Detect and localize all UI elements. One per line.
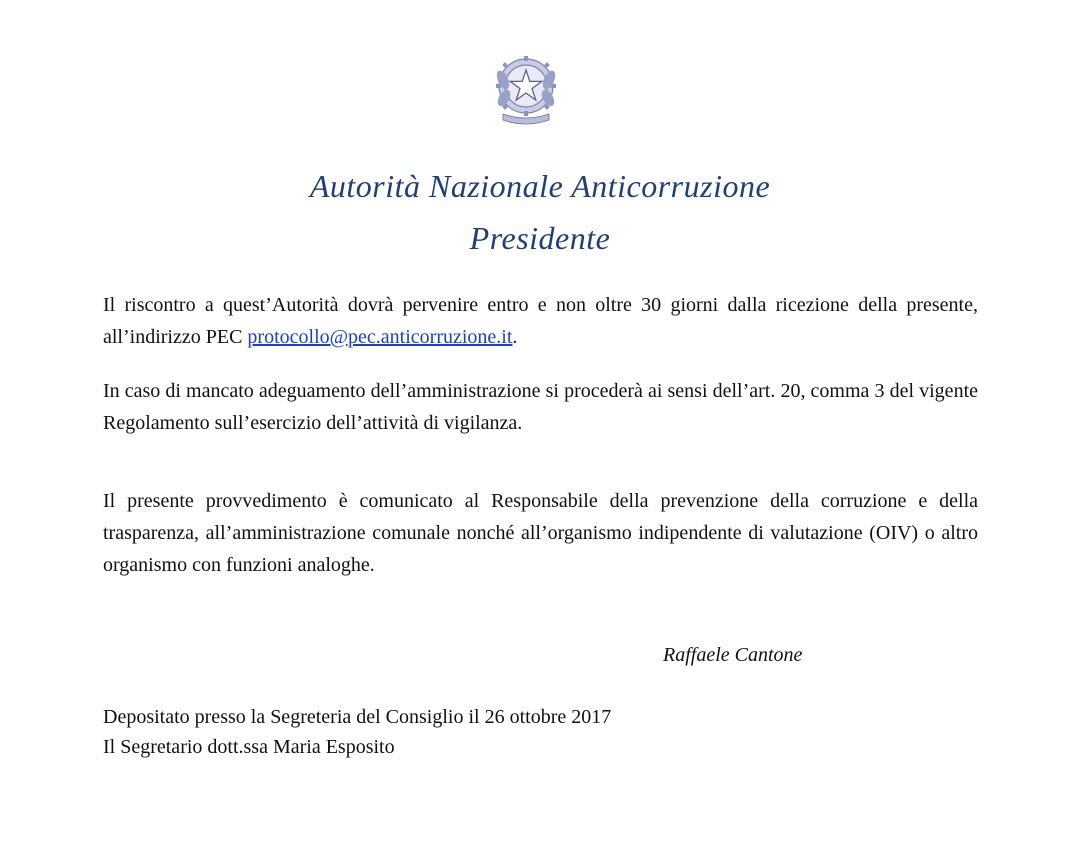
paragraph-response-deadline — [103, 289, 978, 353]
italian-republic-emblem-icon — [489, 50, 563, 128]
paragraph-text: . — [512, 326, 518, 348]
pec-email-link[interactable]: protocollo@pec.anticorruzione.it — [247, 326, 513, 348]
signature-name: Raffaele Cantone — [663, 644, 803, 666]
deposit-line: Depositato presso la Segreteria del Consiglio il 26 ottobre 2017 — [103, 706, 612, 728]
authority-subtitle: Presidente — [469, 220, 611, 256]
secretary-line: Il Segretario dott.ssa Maria Esposito — [103, 736, 395, 758]
paragraph-text: Il riscontro a quest’Autorità dovrà pervenire entro e non oltre 30 giorni dalla ricezione della presente, all’indirizzo PEC — [103, 294, 978, 348]
authority-title: Autorità Nazionale Anticorruzione — [309, 168, 771, 204]
paragraph-noncompliance: In caso di mancato adeguamento dell’amministrazione si procederà ai sensi dell’art. 20, comma 3 del vigente Regolamento sull’esercizio dell’attività di vigilanza. — [103, 380, 978, 434]
paragraph-communication: Il presente provvedimento è comunicato al Responsabile della prevenzione della corruzione e della trasparenza, all’amministrazione comunale nonché all’organismo indipendente di valutazione (OIV) o altro organismo con funzioni analoghe. — [103, 490, 978, 576]
